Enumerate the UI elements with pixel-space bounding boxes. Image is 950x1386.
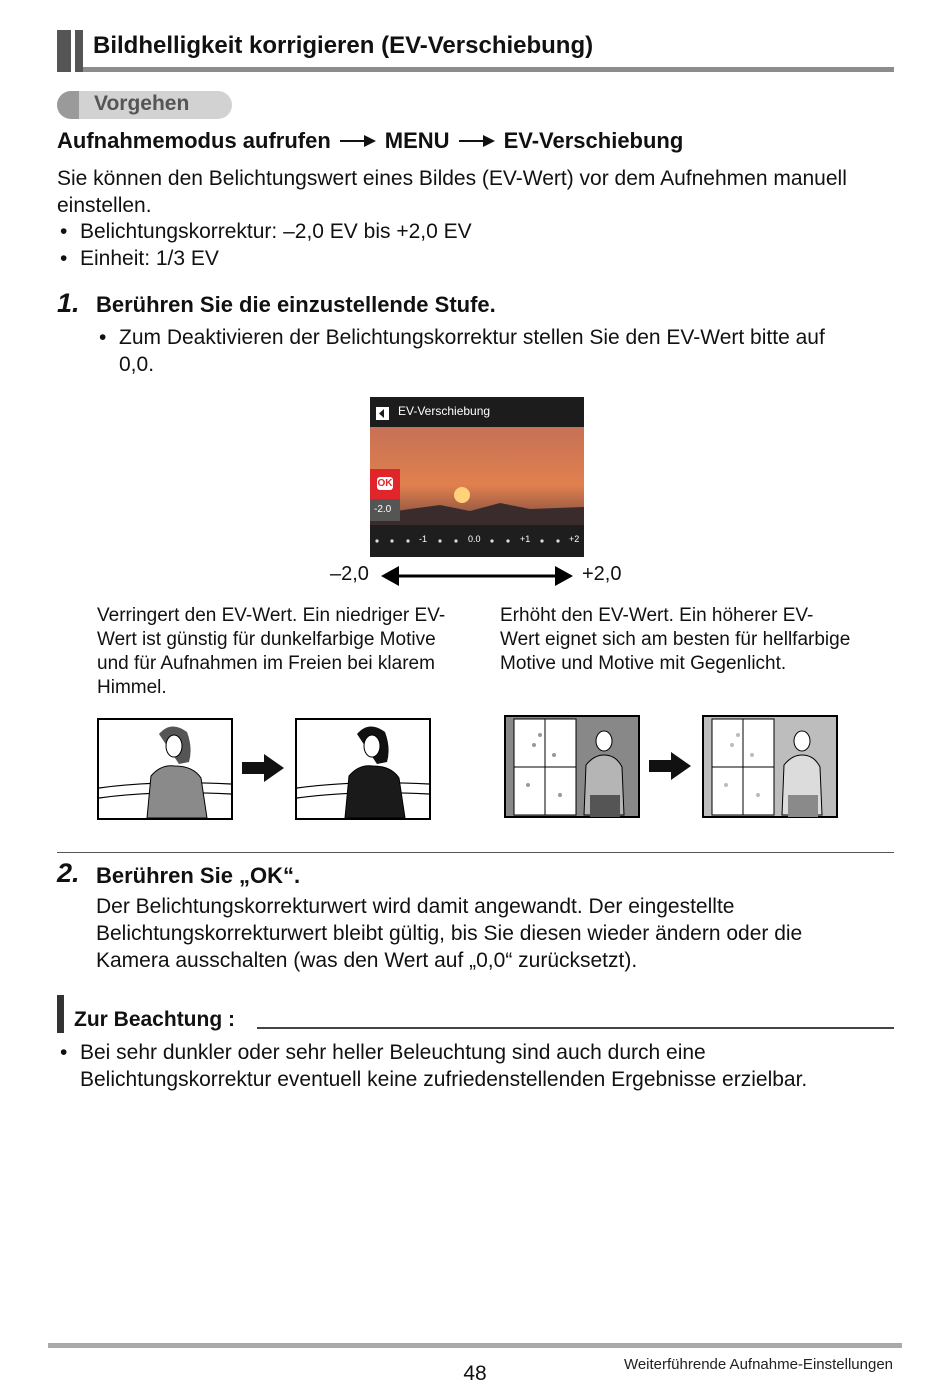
description-line: Kamera ausschalten (was den Wert auf „0,0“ zurücksetzt). [96,949,638,972]
caption-increase [500,604,900,676]
divider [57,852,894,853]
current-ev-value: -2.0 [374,504,392,515]
example-after-bright [702,715,838,818]
intro-line: einstellen. [57,194,152,217]
arrow-right-icon [459,128,495,154]
menu-path-step: MENU [384,128,450,153]
note-text [80,1039,900,1093]
caption-line: Wert eignet sich am besten für hellfarbige [500,629,851,650]
menu-path-step: Aufnahmemodus aufrufen [57,128,331,153]
caption-line: Motive und Motive mit Gegenlicht. [500,653,787,674]
range-max-label: +2,0 [582,563,622,585]
ok-button[interactable]: OK [377,478,393,489]
screen-title: EV-Verschiebung [398,404,491,418]
footer-rule [48,1343,902,1348]
note-marker [57,995,64,1033]
header-rule [83,67,894,72]
example-before-dark [97,718,233,820]
scale-label[interactable]: -1 [419,534,428,544]
menu-path-step: EV-Verschiebung [503,128,684,153]
range-min-label: –2,0 [330,563,369,585]
intro-line: Sie können den Belichtungswert eines Bildes (EV-Wert) vor dem Aufnehmen manuell [57,167,847,190]
procedure-badge [57,91,232,119]
caption-line: Verringert den EV-Wert. Ein niedriger EV- [97,605,446,626]
note-line: Belichtungskorrektur eventuell keine zufriedenstellenden Ergebnisse erzielbar. [80,1068,808,1091]
step-number: 2. [57,858,80,888]
step-note-line: Zum Deaktivieren der Belichtungskorrektur stellen Sie den EV-Wert bitte auf [119,326,825,349]
list-item: • [99,326,107,349]
header-block [57,30,71,72]
step-title: Berühren Sie „OK“. [96,863,301,888]
step-number: 1. [57,288,80,318]
header-block [75,30,83,72]
scale-label[interactable]: +1 [520,534,531,544]
description-line: Der Belichtungskorrekturwert wird damit angewandt. Der eingestellte [96,895,735,918]
caption-line: Himmel. [97,677,167,698]
example-after-dark [295,718,431,820]
footer-section-label: Weiterführende Aufnahme-Einstellungen [623,1356,893,1373]
page-number: 48 [463,1362,487,1385]
list-item: • [60,220,68,243]
step-note-line: 0,0. [119,353,155,376]
sunset-preview [370,397,584,557]
arrow-right-icon [647,750,693,782]
caption-line: Wert ist günstig für dunkelfarbige Motive [97,629,436,650]
page-title: Bildhelligkeit korrigieren (EV-Verschiebung) [93,32,594,59]
list-item-text: Einheit: 1/3 EV [80,247,219,270]
badge-marker [57,91,79,119]
list-item: • [60,247,68,270]
arrow-right-icon [240,752,286,784]
procedure-label: Vorgehen [94,92,190,115]
list-item-text: Belichtungskorrektur: –2,0 EV bis +2,0 EV [80,220,472,243]
caption-line: und für Aufnahmen im Freien bei klarem [97,653,435,674]
caption-line: Erhöht den EV-Wert. Ein höherer EV- [500,605,814,626]
example-before-bright [504,715,640,818]
section-header [57,30,894,74]
menu-path [57,128,683,154]
double-arrow-icon [381,565,573,587]
arrow-right-icon [340,128,376,154]
caption-decrease [97,604,497,700]
list-item: • [60,1041,68,1064]
description-line: Belichtungskorrekturwert bleibt gültig, bis Sie diesen wieder ändern oder die [96,922,803,945]
note-line: Bei sehr dunkler oder sehr heller Beleuchtung sind auch durch eine [80,1041,706,1064]
note-rule [257,1027,894,1029]
step-title: Berühren Sie die einzustellende Stufe. [96,292,496,317]
scale-label[interactable]: +2 [569,534,580,544]
step-description [96,893,896,974]
intro-paragraph [57,165,897,219]
scale-label[interactable]: 0.0 [468,534,481,544]
camera-screen [370,397,584,557]
note-title: Zur Beachtung : [74,1008,235,1031]
